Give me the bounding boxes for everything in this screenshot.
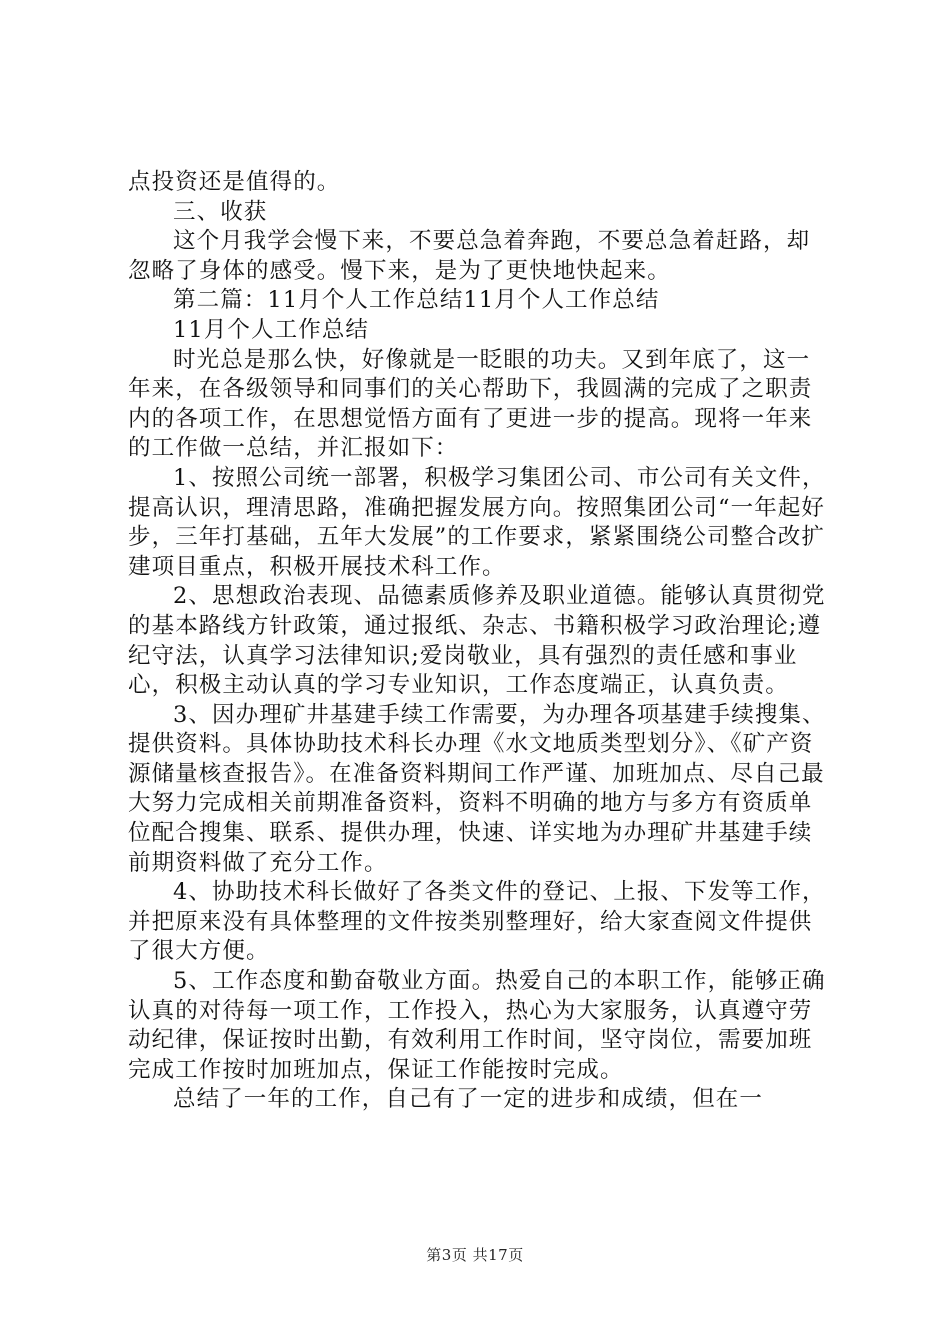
paragraph: 这个月我学会慢下来，不要总急着奔跑，不要总急着赶路，却忽略了身体的感受。慢下来，是为了更快地快起来。 [128,228,811,284]
document-title: 11月个人工作总结 [173,316,370,343]
paragraph: 总结了一年的工作，自己有了一定的进步和成绩，但在一 [173,1086,764,1113]
chapter-heading: 第二篇：11月个人工作总结11月个人工作总结 [173,287,660,314]
page-number-footer: 第3页 共17页 [426,1246,524,1264]
paragraph: 4、协助技术科长做好了各类文件的登记、上报、下发等工作，并把原来没有具体整理的文件按类别整理好，给大家查阅文件提供了很大方便。 [128,879,826,965]
paragraph: 2、思想政治表现、品德素质修养及职业道德。能够认真贯彻党的基本路线方针政策，通过报纸、杂志、书籍积极学习政治理论;遵纪守法，认真学习法律知识;爱岗敬业，具有强烈的责任感和事业心，积极主动认真的学习专业知识，工作态度端正，认真负责。 [128,583,826,699]
document-body [128,168,828,1115]
paragraph: 3、因办理矿井基建手续工作需要，为办理各项基建手续搜集、提供资料。具体协助技术科长办理《水文地质类型划分》、《矿产资源储量核查报告》。在准备资料期间工作严谨、加班加点、尽自己最大努力完成相关前期准备资料，资料不明确的地方与多方有资质单位配合搜集、联系、提供办理，快速、详实地为办理矿井基建手续前期资料做了充分工作。 [128,701,826,876]
paragraph: 点投资还是值得的。 [128,169,341,195]
paragraph: 1、按照公司统一部署，积极学习集团公司、市公司有关文件，提高认识，理清思路，准确把握发展方向。按照集团公司“一年起好步，三年打基础，五年大发展”的工作要求，紧紧围绕公司整合改扩建项目重点，积极开展技术科工作。 [128,464,826,580]
paragraph: 时光总是那么快，好像就是一眨眼的功夫。又到年底了，这一年来，在各级领导和同事们的关心帮助下，我圆满的完成了之职责内的各项工作，在思想觉悟方面有了更进一步的提高。现将一年来的工作做一总结，并汇报如下： [128,346,813,462]
section-heading: 三、收获 [173,198,268,225]
paragraph: 5、工作态度和勤奋敬业方面。热爱自己的本职工作，能够正确认真的对待每一项工作，工作投入，热心为大家服务，认真遵守劳动纪律，保证按时出勤，有效利用工作时间，坚守岗位，需要加班完成工作按时加班加点，保证工作能按时完成。 [128,968,826,1083]
